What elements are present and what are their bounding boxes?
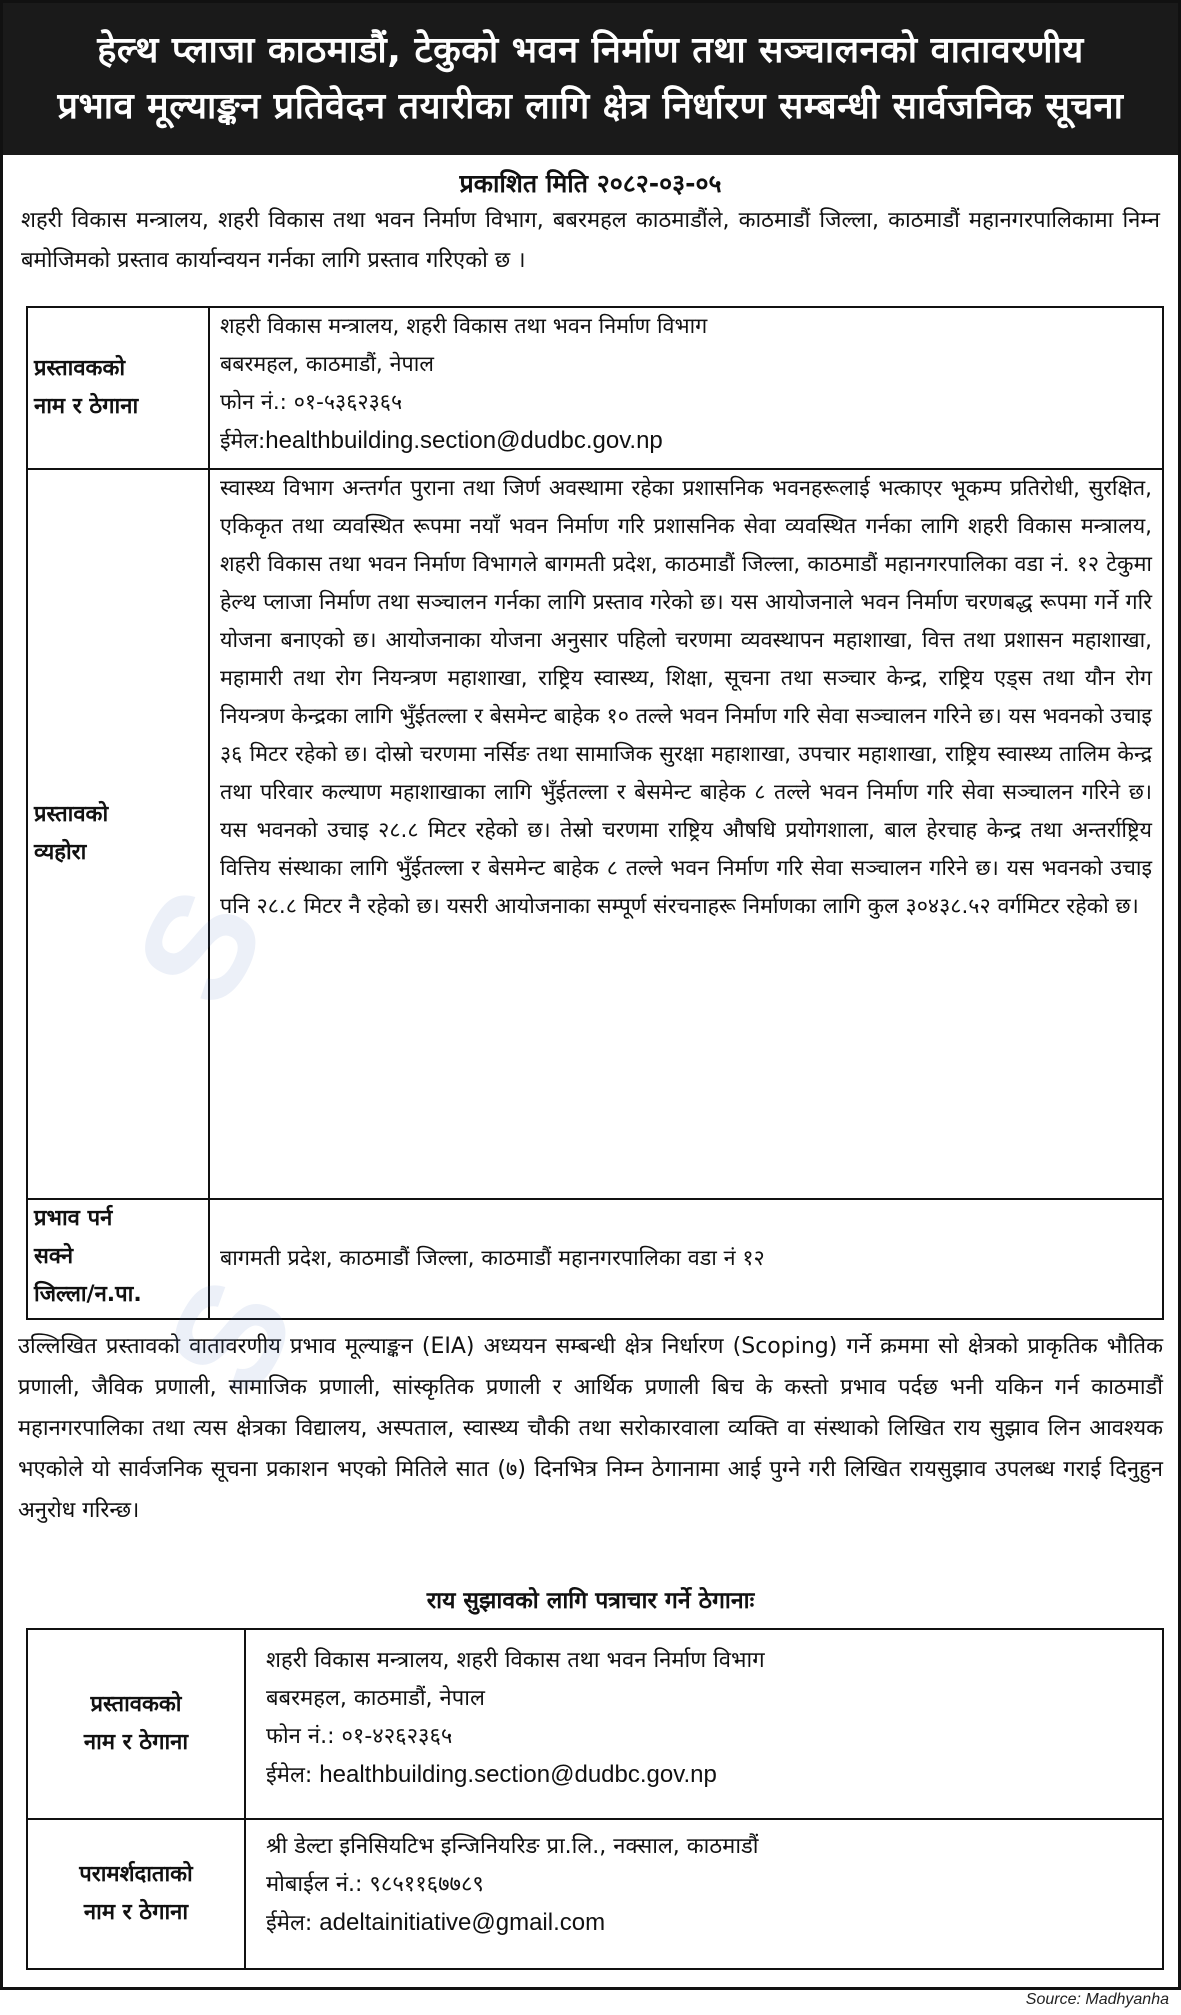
proposer-email-line: [220, 422, 1152, 461]
published-date: प्रकाशित मिति २०८२-०३-०५: [459, 169, 722, 198]
consultant-line: श्री डेल्टा इनिसियटिभ इन्जिनियरिङ प्रा.लि., नक्साल, काठमाडौं: [266, 1834, 759, 1859]
proposal-table: [26, 306, 1164, 1320]
notice-title-line-2: प्रभाव मूल्याङ्कन प्रतिवेदन तयारीका लागि क्षेत्र निर्धारण सम्बन्धी सार्वजनिक सूचना: [57, 86, 1124, 127]
notice-header: [3, 3, 1178, 155]
proposer-email: healthbuilding.section@dudbc.gov.np: [265, 427, 663, 454]
description-row: [27, 469, 1163, 1199]
proposer-line: शहरी विकास मन्त्रालय, शहरी विकास तथा भवन निर्माण विभाग: [220, 314, 708, 339]
email-prefix: ईमेल:: [266, 1763, 320, 1788]
contact-proposer-line: बबरमहल, काठमाडौं, नेपाल: [266, 1686, 485, 1711]
description-label-line-1: प्रस्तावको: [34, 802, 109, 827]
affected-label-line-3: जिल्ला/न.पा.: [34, 1282, 142, 1307]
notice-title-line-1: हेल्थ प्लाजा काठमाडौं, टेकुको भवन निर्माण तथा सञ्चालनको वातावरणीय: [97, 30, 1084, 71]
contact-proposer-email-line: [266, 1756, 1142, 1795]
consultant-details: [245, 1819, 1163, 1969]
description-text: स्वास्थ्य विभाग अन्तर्गत पुराना तथा जिर्ण अवस्थामा रहेका प्रशासनिक भवनहरूलाई भत्काएर भूकम्प प्रतिरोधी, सुरक्षित, एकिकृत तथा व्यवस्थित रूपमा नयाँ भवन निर्माण गरि प्रशासनिक सेवा व्यवस्थित गर्नका लागि शहरी विकास मन्त्रालय, शहरी विकास तथा भवन निर्माण विभागले बागमती प्रदेश, काठमाडौं जिल्ला, काठमाडौं महानगरपालिका वडा नं. १२ टेकुमा हेल्थ प्लाजा निर्माण तथा सञ्चालन गर्नका लागि प्रस्ताव गरेको छ। यस आयोजनाले भवन निर्माण चरणबद्ध रूपमा गर्ने गरि योजना बनाएको छ। आयोजनाका योजना अनुसार पहिलो चरणमा व्यवस्थापन महाशाखा, वित्त तथा प्रशासन महाशाखा, महामारी तथा रोग नियन्त्रण महाशाखा, राष्ट्रिय स्वास्थ्य, शिक्षा, सूचना तथा सञ्चार केन्द्र, राष्ट्रिय एड्स तथा यौन रोग नियन्त्रण केन्द्रका लागि भुँईतल्ला र बेसमेन्ट बाहेक १० तल्ले भवन निर्माण गरि सेवा सञ्चालन गरिने छ। यस भवनको उचाइ ३६ मिटर रहेको छ। दोस्रो चरणमा नर्सिङ तथा सामाजिक सुरक्षा महाशाखा, उपचार महाशाखा, राष्ट्रिय स्वास्थ्य तालिम केन्द्र तथा परिवार कल्याण महाशाखाका लागि भुँईतल्ला र बेसमेन्ट बाहेक ८ तल्ले भवन निर्माण गरि सेवा सञ्चालन गरिने छ। यस भवनको उचाइ २८.८ मिटर रहेको छ। तेस्रो चरणमा राष्ट्रिय औषधि प्रयोगशाला, बाल हेरचाह केन्द्र तथा अन्तर्राष्ट्रिय वित्तिय संस्थाका लागि भुँईतल्ला र बेसमेन्ट बाहेक ८ तल्ले भवन निर्माण गरि सेवा सञ्चालन गरिने छ। यस भवनको उचाइ पनि २८.८ मिटर नै रहेको छ। यसरी आयोजनाका सम्पूर्ण संरचनाहरू निर्माणका लागि कुल ३०४३८.५२ वर्गमिटर रहेको छ।: [209, 469, 1163, 1199]
contact-proposer-details: [245, 1629, 1163, 1819]
consultant-row: [27, 1819, 1163, 1969]
proposer-line: बबरमहल, काठमाडौं, नेपाल: [220, 352, 434, 377]
affected-area-row: [27, 1199, 1163, 1319]
description-label-line-2: व्यहोरा: [34, 840, 87, 865]
contact-table: [26, 1628, 1164, 1970]
proposer-label-line-2: नाम र ठेगाना: [34, 394, 139, 419]
contact-proposer-label-line-1: प्रस्तावकको: [90, 1692, 182, 1717]
affected-label-line-2: सक्ने: [34, 1244, 74, 1269]
contact-proposer-line: शहरी विकास मन्त्रालय, शहरी विकास तथा भवन निर्माण विभाग: [266, 1648, 765, 1673]
affected-area-label: [27, 1199, 209, 1319]
proposer-details: [209, 307, 1163, 469]
proposer-label-line-1: प्रस्तावकको: [34, 356, 126, 381]
consultant-label-line-2: नाम र ठेगाना: [83, 1900, 189, 1925]
contact-proposer-row: [27, 1629, 1163, 1819]
consultant-label-line-1: परामर्शदाताको: [79, 1862, 193, 1887]
scoping-paragraph: उल्लिखित प्रस्तावको वातावरणीय प्रभाव मूल्याङ्कन (EIA) अध्ययन सम्बन्धी क्षेत्र निर्धारण (Scoping) गर्ने क्रममा सो क्षेत्रको प्राकृतिक भौतिक प्रणाली, जैविक प्रणाली, सामाजिक प्रणाली, सांस्कृतिक प्रणाली र आर्थिक प्रणाली बिच के कस्तो प्रभाव पर्दछ भनी यकिन गर्न काठमाडौं महानगरपालिका तथा त्यस क्षेत्रका विद्यालय, अस्पताल, स्वास्थ्य चौकी तथा सरोकारवाला व्यक्ति वा संस्थाको लिखित राय सुझाव लिन आवश्यक भएकोले यो सार्वजनिक सूचना प्रकाशन भएको मितिले सात (७) दिनभित्र निम्न ठेगानामा आई पुग्ने गरी लिखित रायसुझाव उपलब्ध गराई दिनुहुन अनुरोध गरिन्छ।: [18, 1334, 1163, 1523]
proposer-phone: फोन नं.: ०१-५३६२३६५: [220, 390, 403, 415]
intro-paragraph: शहरी विकास मन्त्रालय, शहरी विकास तथा भवन निर्माण विभाग, बबरमहल काठमाडौंले, काठमाडौं जिल्ला, काठमाडौं महानगरपालिकामा निम्न बमोजिमको प्रस्ताव कार्यान्वयन गर्नका लागि प्रस्ताव गरिएको छ ।: [21, 208, 1160, 273]
consultant-mobile: मोबाईल नं.: ९८५११६७७८९: [266, 1872, 484, 1897]
consultant-label: [27, 1819, 245, 1969]
contact-proposer-email: healthbuilding.section@dudbc.gov.np: [319, 1761, 717, 1788]
affected-area-value: बागमती प्रदेश, काठमाडौं जिल्ला, काठमाडौं महानगरपालिका वडा नं १२: [209, 1199, 1163, 1319]
contact-heading: राय सुझावको लागि पत्राचार गर्ने ठेगानाः: [426, 1588, 755, 1614]
contact-proposer-phone: फोन नं.: ०१-४२६२३६५: [266, 1724, 453, 1749]
proposer-label: [27, 307, 209, 469]
affected-label-line-1: प्रभाव पर्न: [34, 1206, 113, 1231]
proposer-row: [27, 307, 1163, 469]
email-prefix: ईमेल:: [266, 1911, 320, 1936]
description-label: [27, 469, 209, 1199]
contact-proposer-label: [27, 1629, 245, 1819]
consultant-email: adeltainitiative@gmail.com: [319, 1909, 606, 1936]
email-prefix: ईमेल:: [220, 429, 266, 454]
consultant-email-line: [266, 1904, 1142, 1943]
contact-proposer-label-line-2: नाम र ठेगाना: [83, 1730, 189, 1755]
source-credit: Source: Madhyanha: [1025, 1991, 1169, 2008]
